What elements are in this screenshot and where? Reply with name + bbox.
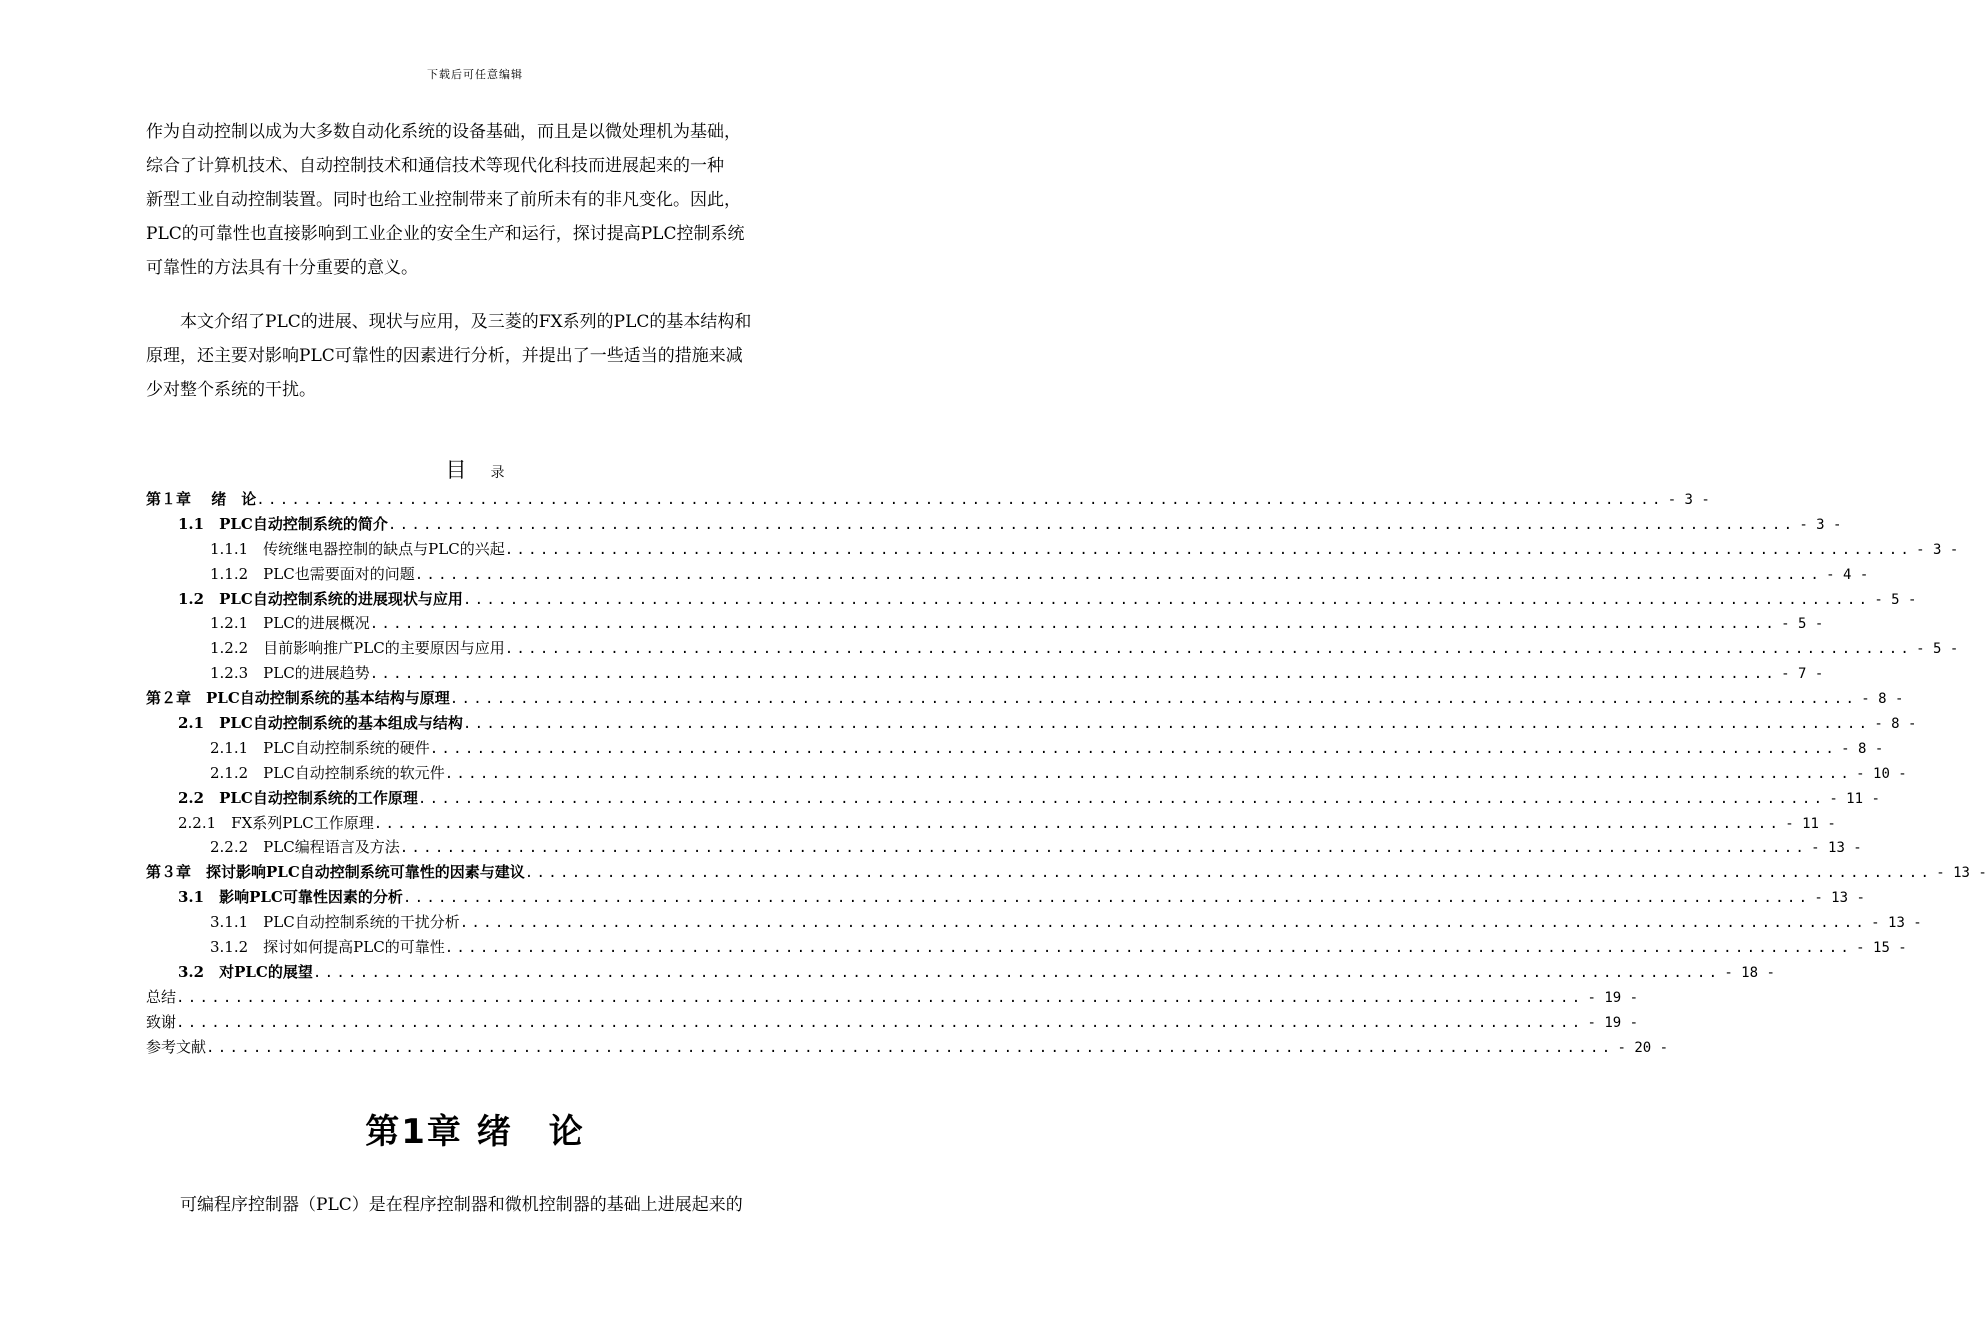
toc-leader-dots: ........................................................................................................................ [459, 915, 1868, 932]
toc-leader-dots: ........................................................................................................................ [444, 765, 1853, 782]
toc-entry-label: 1.2.3 PLC的进展趋势 [210, 664, 370, 683]
toc-entry[interactable] [146, 687, 1904, 712]
toc-entry[interactable] [146, 762, 1907, 787]
toc-entry-label: 1.2 PLC自动控制系统的进展现状与应用 [178, 589, 463, 608]
text-line: 少对整个系统的干扰。 [146, 380, 316, 400]
toc-entry-label: 2.2.1 FX系列PLC工作原理 [178, 813, 374, 832]
toc-leader-dots: ........................................................................................................................ [402, 890, 1811, 907]
toc-entry-label: 3.1.2 探讨如何提高PLC的可靠性 [210, 938, 445, 957]
toc-entry-label: 2.1.1 PLC自动控制系统的硬件 [210, 738, 430, 757]
toc-entry[interactable] [146, 787, 1880, 812]
toc-entry-label: 1.1 PLC自动控制系统的简介 [178, 514, 388, 533]
toc-entry-page: - 11 - [1829, 790, 1880, 807]
toc-entry-page: - 13 - [1811, 840, 1862, 857]
toc-leader-dots: ........................................................................................................................ [176, 1014, 1584, 1031]
toc-entry-page: - 3 - [1799, 516, 1842, 533]
toc-entry-label: 1.1.2 PLC也需要面对的问题 [210, 564, 415, 583]
toc-entry-page: - 13 - [1814, 890, 1865, 907]
toc-entry[interactable] [146, 712, 1917, 737]
toc-entry-label: 1.2.1 PLC的进展概况 [210, 614, 370, 633]
toc-title-part-1: 目 [445, 458, 467, 482]
toc-leader-dots: ........................................................................................................................ [462, 716, 1871, 733]
toc-entry-page: - 3 - [1667, 492, 1710, 508]
text-line: 作为自动控制以成为大多数自动化系统的设备基础，而且是以微处理机为基础， [146, 122, 741, 142]
toc-entry-page: - 5 - [1781, 616, 1824, 633]
toc-entry-label: 第３章 探讨影响PLC自动控制系统可靠性的因素与建议 [146, 863, 525, 882]
toc-leader-dots: ........................................................................................................................ [312, 964, 1721, 981]
toc-leader-dots: ........................................................................................................................ [373, 815, 1782, 832]
toc-leader-dots: ........................................................................................................................ [504, 541, 1913, 558]
toc-entry-page: - 8 - [1841, 740, 1884, 757]
header-note: 下载后可任意编辑 [427, 68, 523, 81]
toc-entry-label: 2.2 PLC自动控制系统的工作原理 [178, 788, 418, 807]
toc-entry-page: - 20 - [1617, 1039, 1669, 1056]
toc-entry[interactable] [146, 538, 1959, 563]
toc-entry-page: - 8 - [1874, 716, 1917, 733]
table-of-contents [146, 488, 1987, 1060]
toc-leader-dots: ........................................................................................................................ [417, 790, 1826, 807]
toc-leader-dots: ........................................................................................................................ [444, 940, 1853, 957]
toc-entry[interactable] [146, 637, 1959, 662]
toc-entry-page: - 19 - [1587, 1014, 1639, 1031]
toc-leader-dots: ........................................................................................................................ [256, 492, 1664, 508]
toc-entry-page: - 13 - [1871, 915, 1922, 932]
toc-entry-label: 总结 [146, 987, 177, 1006]
toc-entry-page: - 11 - [1785, 815, 1836, 832]
text-line: 综合了计算机技术、自动控制技术和通信技术等现代化科技而进展起来的一种 [146, 156, 724, 176]
toc-entry-page: - 7 - [1781, 666, 1824, 683]
toc-entry[interactable] [146, 961, 1775, 986]
toc-leader-dots: ........................................................................................................................ [504, 641, 1913, 658]
toc-title-part-2: 录 [490, 465, 505, 481]
toc-entry-page: - 5 - [1874, 591, 1917, 608]
text-line: 本文介绍了PLC的进展、现状与应用，及三菱的FX系列的PLC的基本结构和 [180, 312, 752, 332]
toc-entry-label: 2.2.2 PLC编程语言及方法 [210, 838, 400, 857]
chapter-intro-paragraph [146, 1188, 808, 1222]
toc-entry-label: 3.2 对PLC的展望 [178, 962, 313, 981]
toc-entry[interactable] [146, 612, 1824, 637]
toc-entry-label: 3.1.1 PLC自动控制系统的干扰分析 [210, 913, 460, 932]
toc-leader-dots: ........................................................................................................................ [369, 616, 1778, 633]
text-line: 新型工业自动控制装置。同时也给工业控制带来了前所未有的非凡变化。因此， [146, 190, 741, 210]
toc-entry[interactable] [146, 513, 1842, 538]
toc-entry-label: 3.1 影响PLC可靠性因素的分析 [178, 888, 403, 907]
intro-paragraph-1 [146, 115, 808, 285]
toc-leader-dots: ........................................................................................................................ [176, 989, 1584, 1006]
toc-entry[interactable] [146, 886, 1865, 911]
toc-entry-page: - 13 - [1936, 865, 1987, 882]
toc-entry[interactable] [146, 737, 1884, 762]
toc-entry-page: - 3 - [1916, 541, 1959, 558]
toc-entry[interactable] [146, 563, 1869, 588]
toc-entry-label: 参考文献 [146, 1037, 207, 1056]
text-line: 可靠性的方法具有十分重要的意义。 [146, 258, 418, 278]
toc-entry-page: - 8 - [1861, 691, 1904, 708]
text-line: PLC的可靠性也直接影响到工业企业的安全生产和运行，探讨提高PLC控制系统 [146, 224, 745, 244]
toc-leader-dots: ........................................................................................................................ [462, 591, 1871, 608]
toc-entry-page: - 15 - [1856, 940, 1907, 957]
toc-entry[interactable] [146, 812, 1836, 837]
toc-entry-page: - 4 - [1826, 566, 1869, 583]
toc-entry-label: 2.1.2 PLC自动控制系统的软元件 [210, 763, 445, 782]
text-line: 可编程序控制器（PLC）是在程序控制器和微机控制器的基础上进展起来的 [180, 1195, 743, 1215]
toc-leader-dots: ........................................................................................................................ [399, 840, 1808, 857]
toc-entry-label: 2.1 PLC自动控制系统的基本组成与结构 [178, 714, 463, 733]
toc-entry[interactable] [146, 588, 1917, 613]
toc-entry[interactable] [146, 1011, 1639, 1036]
toc-leader-dots: ........................................................................................................................ [429, 740, 1838, 757]
toc-entry-label: 1.1.1 传统继电器控制的缺点与PLC的兴起 [210, 539, 505, 558]
toc-entry-page: - 18 - [1724, 964, 1775, 981]
toc-entry-label: 第１章 绪 论 [146, 490, 257, 508]
toc-entry[interactable] [146, 861, 1987, 886]
toc-leader-dots: ........................................................................................................................ [449, 691, 1858, 708]
text-line: 原理，还主要对影响PLC可靠性的因素进行分析，并提出了一些适当的措施来减 [146, 346, 743, 366]
toc-leader-dots: ........................................................................................................................ [414, 566, 1823, 583]
chapter-title: 第1章 绪 论 [365, 1112, 585, 1152]
toc-entry-page: - 19 - [1587, 989, 1639, 1006]
toc-entry[interactable] [146, 911, 1922, 936]
toc-leader-dots: ........................................................................................................................ [206, 1039, 1614, 1056]
toc-entry-label: 第２章 PLC自动控制系统的基本结构与原理 [146, 689, 450, 708]
toc-entry[interactable] [146, 488, 1710, 513]
toc-title [0, 454, 950, 484]
toc-leader-dots: ........................................................................................................................ [387, 516, 1796, 533]
toc-leader-dots: ........................................................................................................................ [369, 666, 1778, 683]
toc-entry-label: 1.2.2 目前影响推广PLC的主要原因与应用 [210, 639, 505, 658]
toc-entry-page: - 5 - [1916, 641, 1959, 658]
toc-entry[interactable] [146, 986, 1639, 1011]
toc-entry[interactable] [146, 662, 1824, 687]
toc-entry-page: - 10 - [1856, 765, 1907, 782]
toc-entry[interactable] [146, 936, 1907, 961]
toc-leader-dots: ........................................................................................................................ [524, 865, 1933, 882]
toc-entry[interactable] [146, 836, 1862, 861]
toc-entry-label: 致谢 [146, 1012, 177, 1031]
toc-entry[interactable] [146, 1036, 1669, 1061]
intro-paragraph-2 [146, 305, 808, 407]
